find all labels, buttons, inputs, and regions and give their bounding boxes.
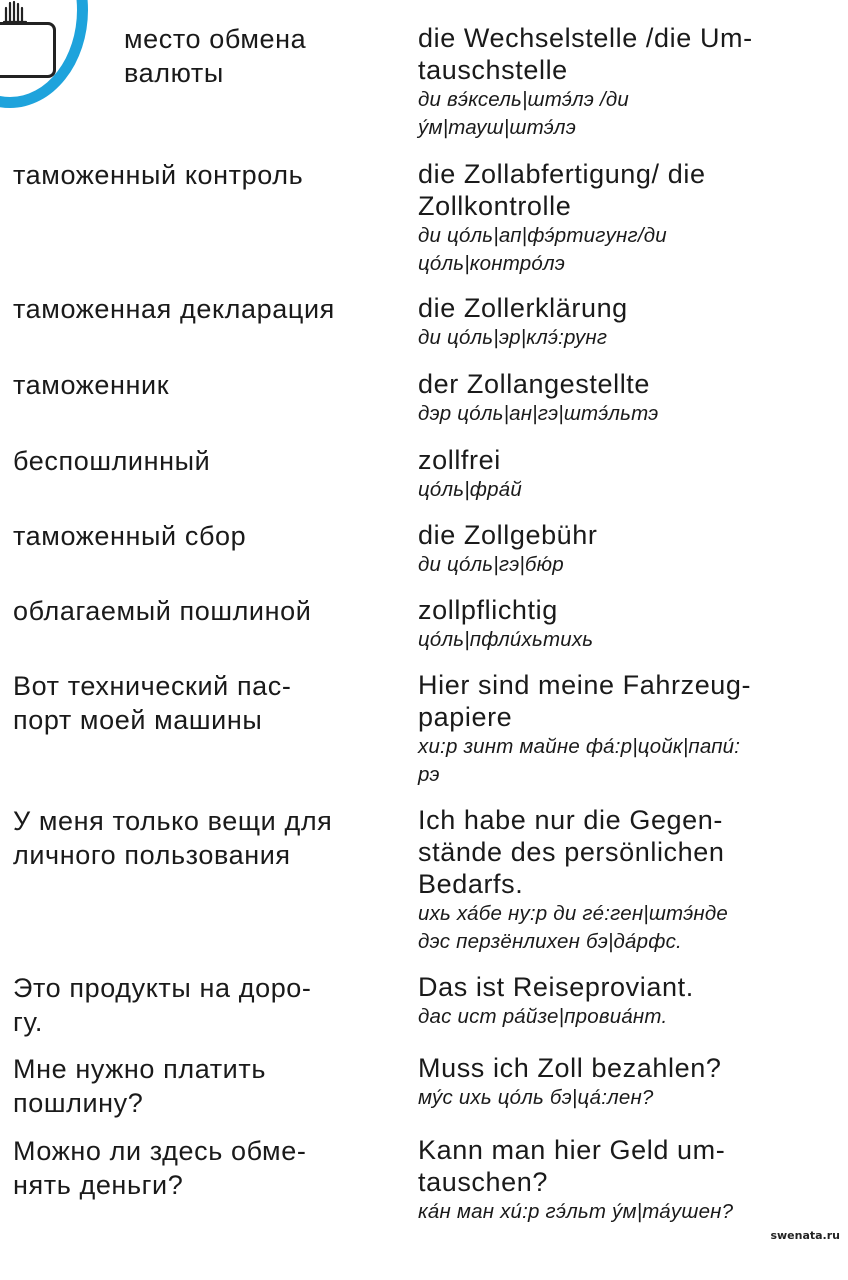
transcription: ихь ха́бе ну:р ди гé:ген|штэ́нде дэс перзёнлихен бэ|да́рфс. xyxy=(418,902,728,953)
russian-phrase: облагаемый пошлиной xyxy=(13,596,312,626)
german-phrase xyxy=(418,594,838,654)
german-text: Muss ich Zoll bezahlen? xyxy=(418,1053,722,1083)
german-phrase xyxy=(418,22,838,142)
watermark: swenata.ru xyxy=(770,1229,840,1242)
currency-exchange-icon xyxy=(0,22,56,78)
page-corner-decoration xyxy=(0,1190,50,1280)
german-phrase xyxy=(418,158,838,278)
german-phrase xyxy=(418,1134,838,1226)
transcription: цо́ль|фра́й xyxy=(418,478,522,501)
transcription: ди вэ́ксель|штэ́лэ /ди у́м|тауш|штэ́лэ xyxy=(418,88,630,139)
russian-phrase: Можно ли здесь обме- нять деньги? xyxy=(13,1136,307,1200)
german-text: Kann man hier Geld um- tauschen? xyxy=(418,1135,726,1197)
transcription: цо́ль|пфли́хьтихь xyxy=(418,628,594,651)
german-text: die Zollabfertigung/ die Zollkontrolle xyxy=(418,159,706,221)
transcription: ди цо́ль|гэ|бю́р xyxy=(418,553,564,576)
german-text: die Zollgebühr xyxy=(418,520,598,550)
transcription: дэр цо́ль|ан|гэ|штэ́льтэ xyxy=(418,402,659,425)
russian-phrase: таможенная декларация xyxy=(13,294,335,324)
transcription: хи:р зинт майне фа́:р|цойк|папи́: рэ xyxy=(418,735,741,786)
german-phrase xyxy=(418,669,838,789)
transcription: ди цо́ль|ап|фэ́ртигунг/ди цо́ль|контро́лэ xyxy=(418,224,667,275)
german-text: die Wechselstelle /die Um- tauschstelle xyxy=(418,23,753,85)
transcription: ди цо́ль|эр|клэ́:рунг xyxy=(418,326,608,349)
german-phrase xyxy=(418,971,838,1031)
german-text: die Zollerklärung xyxy=(418,293,628,323)
russian-phrase: Это продукты на доро- гу. xyxy=(13,973,312,1037)
german-text: zollpflichtig xyxy=(418,595,558,625)
russian-phrase: У меня только вещи для личного пользования xyxy=(13,806,333,870)
russian-phrase: Мне нужно платить пошлину? xyxy=(13,1054,267,1118)
german-phrase xyxy=(418,368,838,428)
german-phrase xyxy=(418,519,838,579)
german-text: der Zollangestellte xyxy=(418,369,651,399)
hand-icon xyxy=(2,0,28,24)
german-phrase xyxy=(418,804,838,956)
german-text: Das ist Reiseproviant. xyxy=(418,972,694,1002)
transcription: ка́н ман хи́:р гэ́льт у́м|та́ушен? xyxy=(418,1200,734,1223)
russian-phrase: Вот технический пас- порт моей машины xyxy=(13,671,292,735)
transcription: му́с ихь цо́ль бэ|ца́:лен? xyxy=(418,1086,654,1109)
german-phrase xyxy=(418,444,838,504)
transcription: дас ист ра́йзе|провиа́нт. xyxy=(418,1005,668,1028)
russian-phrase: место обмена валюты xyxy=(124,24,307,88)
russian-phrase: таможенный контроль xyxy=(13,160,304,190)
german-text: Hier sind meine Fahrzeug- papiere xyxy=(418,670,752,732)
german-text: zollfrei xyxy=(418,445,501,475)
german-phrase xyxy=(418,292,838,352)
german-phrase xyxy=(418,1052,838,1112)
german-text: Ich habe nur die Gegen- stände des persönlichen Bedarfs. xyxy=(418,805,725,899)
russian-phrase: таможенник xyxy=(13,370,170,400)
russian-phrase: беспошлинный xyxy=(13,446,211,476)
russian-phrase: таможенный сбор xyxy=(13,521,247,551)
